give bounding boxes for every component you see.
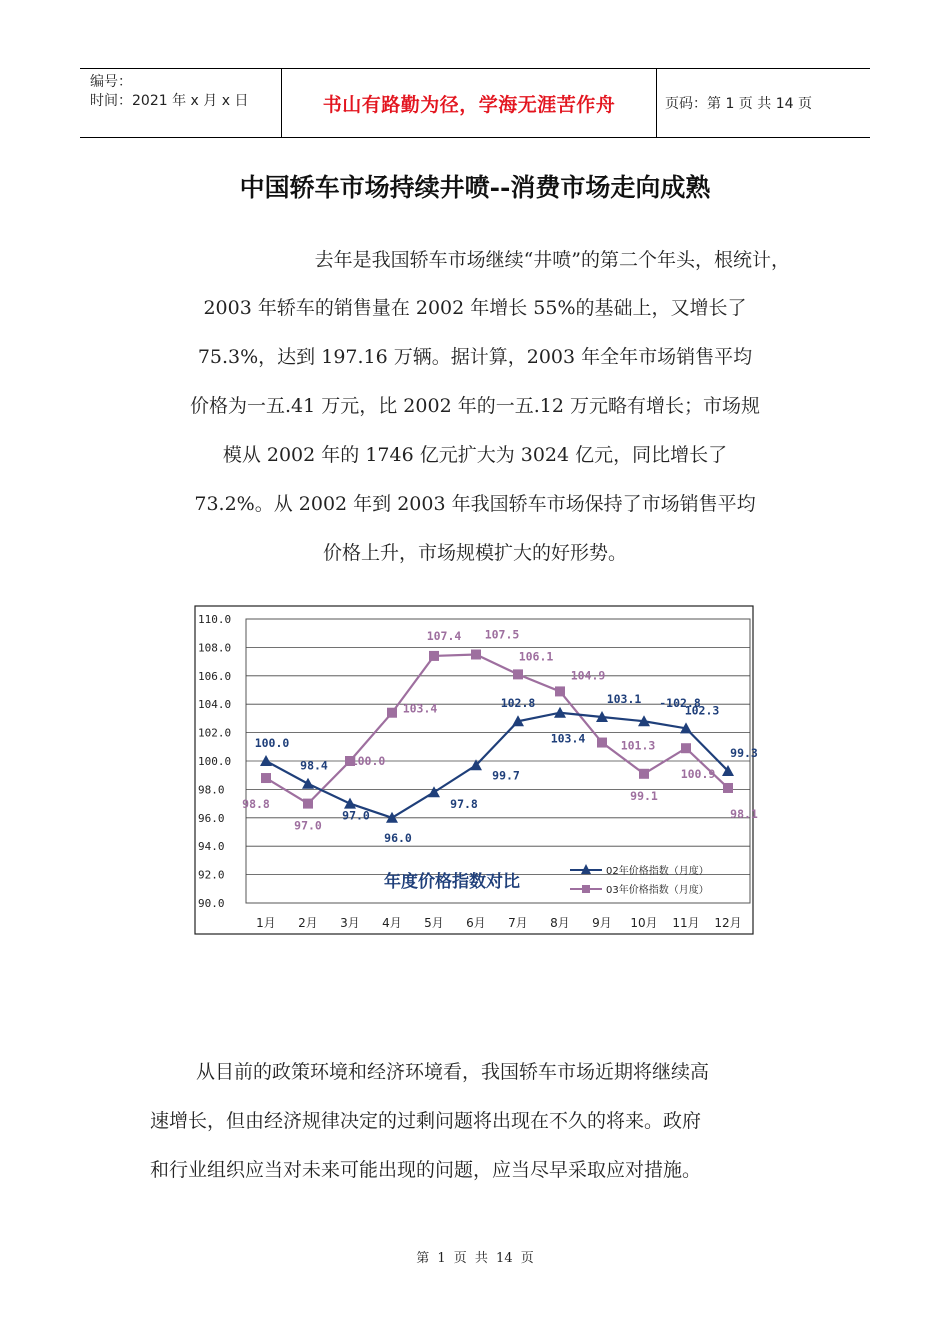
data-label-2003: 98.8: [242, 797, 270, 812]
x-tick-label: 11月: [672, 916, 700, 930]
data-point-2003: [387, 708, 397, 718]
y-tick-label: 106.0: [198, 669, 232, 683]
y-tick-label: 102.0: [198, 726, 232, 740]
para-line: 价格上升，市场规模扩大的好形势。: [322, 542, 627, 564]
y-tick-label: 94.0: [198, 840, 225, 854]
para-line: 73.2%。从 2002 年到 2003 年我国轿车市场保持了市场销售平均: [194, 493, 756, 515]
header-page: [655, 69, 870, 137]
data-label-2002: 97.0: [342, 808, 370, 823]
data-label-2003: 100.9: [680, 767, 716, 782]
x-tick-label: 4月: [382, 916, 402, 930]
data-point-2003: [639, 769, 649, 779]
data-label-2002: 103.1: [606, 691, 642, 706]
document-title: 中国轿车市场持续井喷--消费市场走向成熟: [239, 173, 711, 202]
para-line: 从目前的政策环境和经济环境看，我国轿车市场近期将继续高: [196, 1061, 710, 1083]
page-header: [80, 68, 870, 138]
data-point-2003: [723, 783, 733, 793]
y-tick-label: 104.0: [198, 698, 232, 712]
data-point-2003: [429, 651, 439, 661]
para-line: 模从 2002 年的 1746 亿元扩大为 3024 亿元，同比增长了: [222, 444, 728, 466]
legend-label-2002: 02年价格指数（月度）: [606, 866, 709, 877]
data-label-2002: 100.0: [254, 736, 290, 750]
data-label-2003: 107.5: [484, 627, 520, 642]
x-tick-label: 10月: [630, 916, 658, 930]
y-tick-label: 110.0: [198, 613, 232, 626]
page-footer: 第 1 页 共 14 页: [416, 1251, 534, 1266]
x-tick-label: 8月: [550, 916, 570, 930]
data-label-2002: 98.4: [300, 758, 328, 773]
para-line: 2003 年轿车的销售量在 2002 年增长 55%的基础上，又增长了: [203, 297, 747, 319]
time-label: 时间：2021 年 x 月 x 日: [90, 93, 249, 109]
data-label-2002: 102.3: [684, 703, 720, 718]
para-line: 价格为一五.41 万元，比 2002 年的一五.12 万元略有增长；市场规: [190, 395, 760, 417]
x-tick-label: 5月: [424, 916, 444, 930]
data-label-2002: -102.8: [659, 696, 701, 711]
x-tick-label: 1月: [256, 916, 276, 930]
header-motto: [281, 69, 657, 137]
x-tick-label: 2月: [298, 916, 318, 930]
y-tick-label: 98.0: [198, 783, 225, 797]
data-label-2002: 102.8: [500, 696, 536, 711]
data-label-2003: 103.4: [402, 701, 438, 716]
data-label-2002: 99.7: [492, 768, 520, 783]
y-tick-label: 108.0: [198, 641, 232, 655]
data-label-2002: 96.0: [384, 830, 412, 845]
y-tick-label: 96.0: [198, 811, 225, 825]
para-line: 速增长，但由经济规律决定的过剩问题将出现在不久的将来。政府: [150, 1110, 702, 1132]
data-label-2003: 99.1: [630, 788, 658, 803]
data-label-2003: 104.9: [570, 668, 606, 683]
x-tick-label: 6月: [466, 916, 486, 930]
data-label-2003: 106.1: [518, 649, 554, 664]
y-tick-label: 92.0: [198, 868, 225, 882]
x-tick-label: 9月: [592, 916, 612, 930]
data-label-2002: 99.3: [730, 745, 758, 760]
para-line: 和行业组织应当对未来可能出现的问题，应当尽早采取应对措施。: [150, 1159, 702, 1181]
number-label: 编号：: [90, 74, 132, 90]
data-label-2002: 103.4: [550, 731, 586, 746]
motto-text: 书山有路勤为径，学海无涯苦作舟: [322, 93, 616, 116]
data-point-2003: [303, 799, 313, 809]
data-point-2003: [513, 669, 523, 679]
y-tick-label: 100.0: [198, 755, 232, 768]
data-point-2003: [471, 650, 481, 660]
chart-title: 年度价格指数对比: [384, 872, 520, 892]
price-index-chart: [194, 605, 758, 935]
y-tick-label: 90.0: [198, 897, 225, 910]
data-label-2003: 97.0: [294, 818, 322, 833]
x-tick-label: 7月: [508, 916, 528, 930]
legend-marker-2003: [582, 885, 590, 893]
x-tick-label: 12月: [714, 916, 742, 930]
x-tick-label: 3月: [340, 916, 360, 930]
data-point-2003: [261, 773, 271, 783]
data-label-2003: 101.3: [620, 738, 656, 753]
data-label-2003: 107.4: [426, 628, 462, 643]
data-point-2003: [555, 686, 565, 696]
data-label-2002: 97.8: [450, 797, 478, 812]
data-label-2003: 98.1: [730, 806, 758, 821]
data-label-2003: 100.0: [350, 754, 386, 768]
data-point-2003: [597, 738, 607, 748]
para-line: 去年是我国轿车市场继续“井喷”的第二个年头，根统计，: [314, 249, 790, 271]
para-line: 75.3%，达到 197.16 万辆。据计算，2003 年全年市场销售平均: [197, 346, 753, 368]
legend-label-2003: 03年价格指数（月度）: [606, 885, 709, 896]
data-point-2003: [681, 743, 691, 753]
page-label: 页码：第 1 页 共 14 页: [665, 96, 812, 112]
header-meta: [80, 69, 281, 137]
